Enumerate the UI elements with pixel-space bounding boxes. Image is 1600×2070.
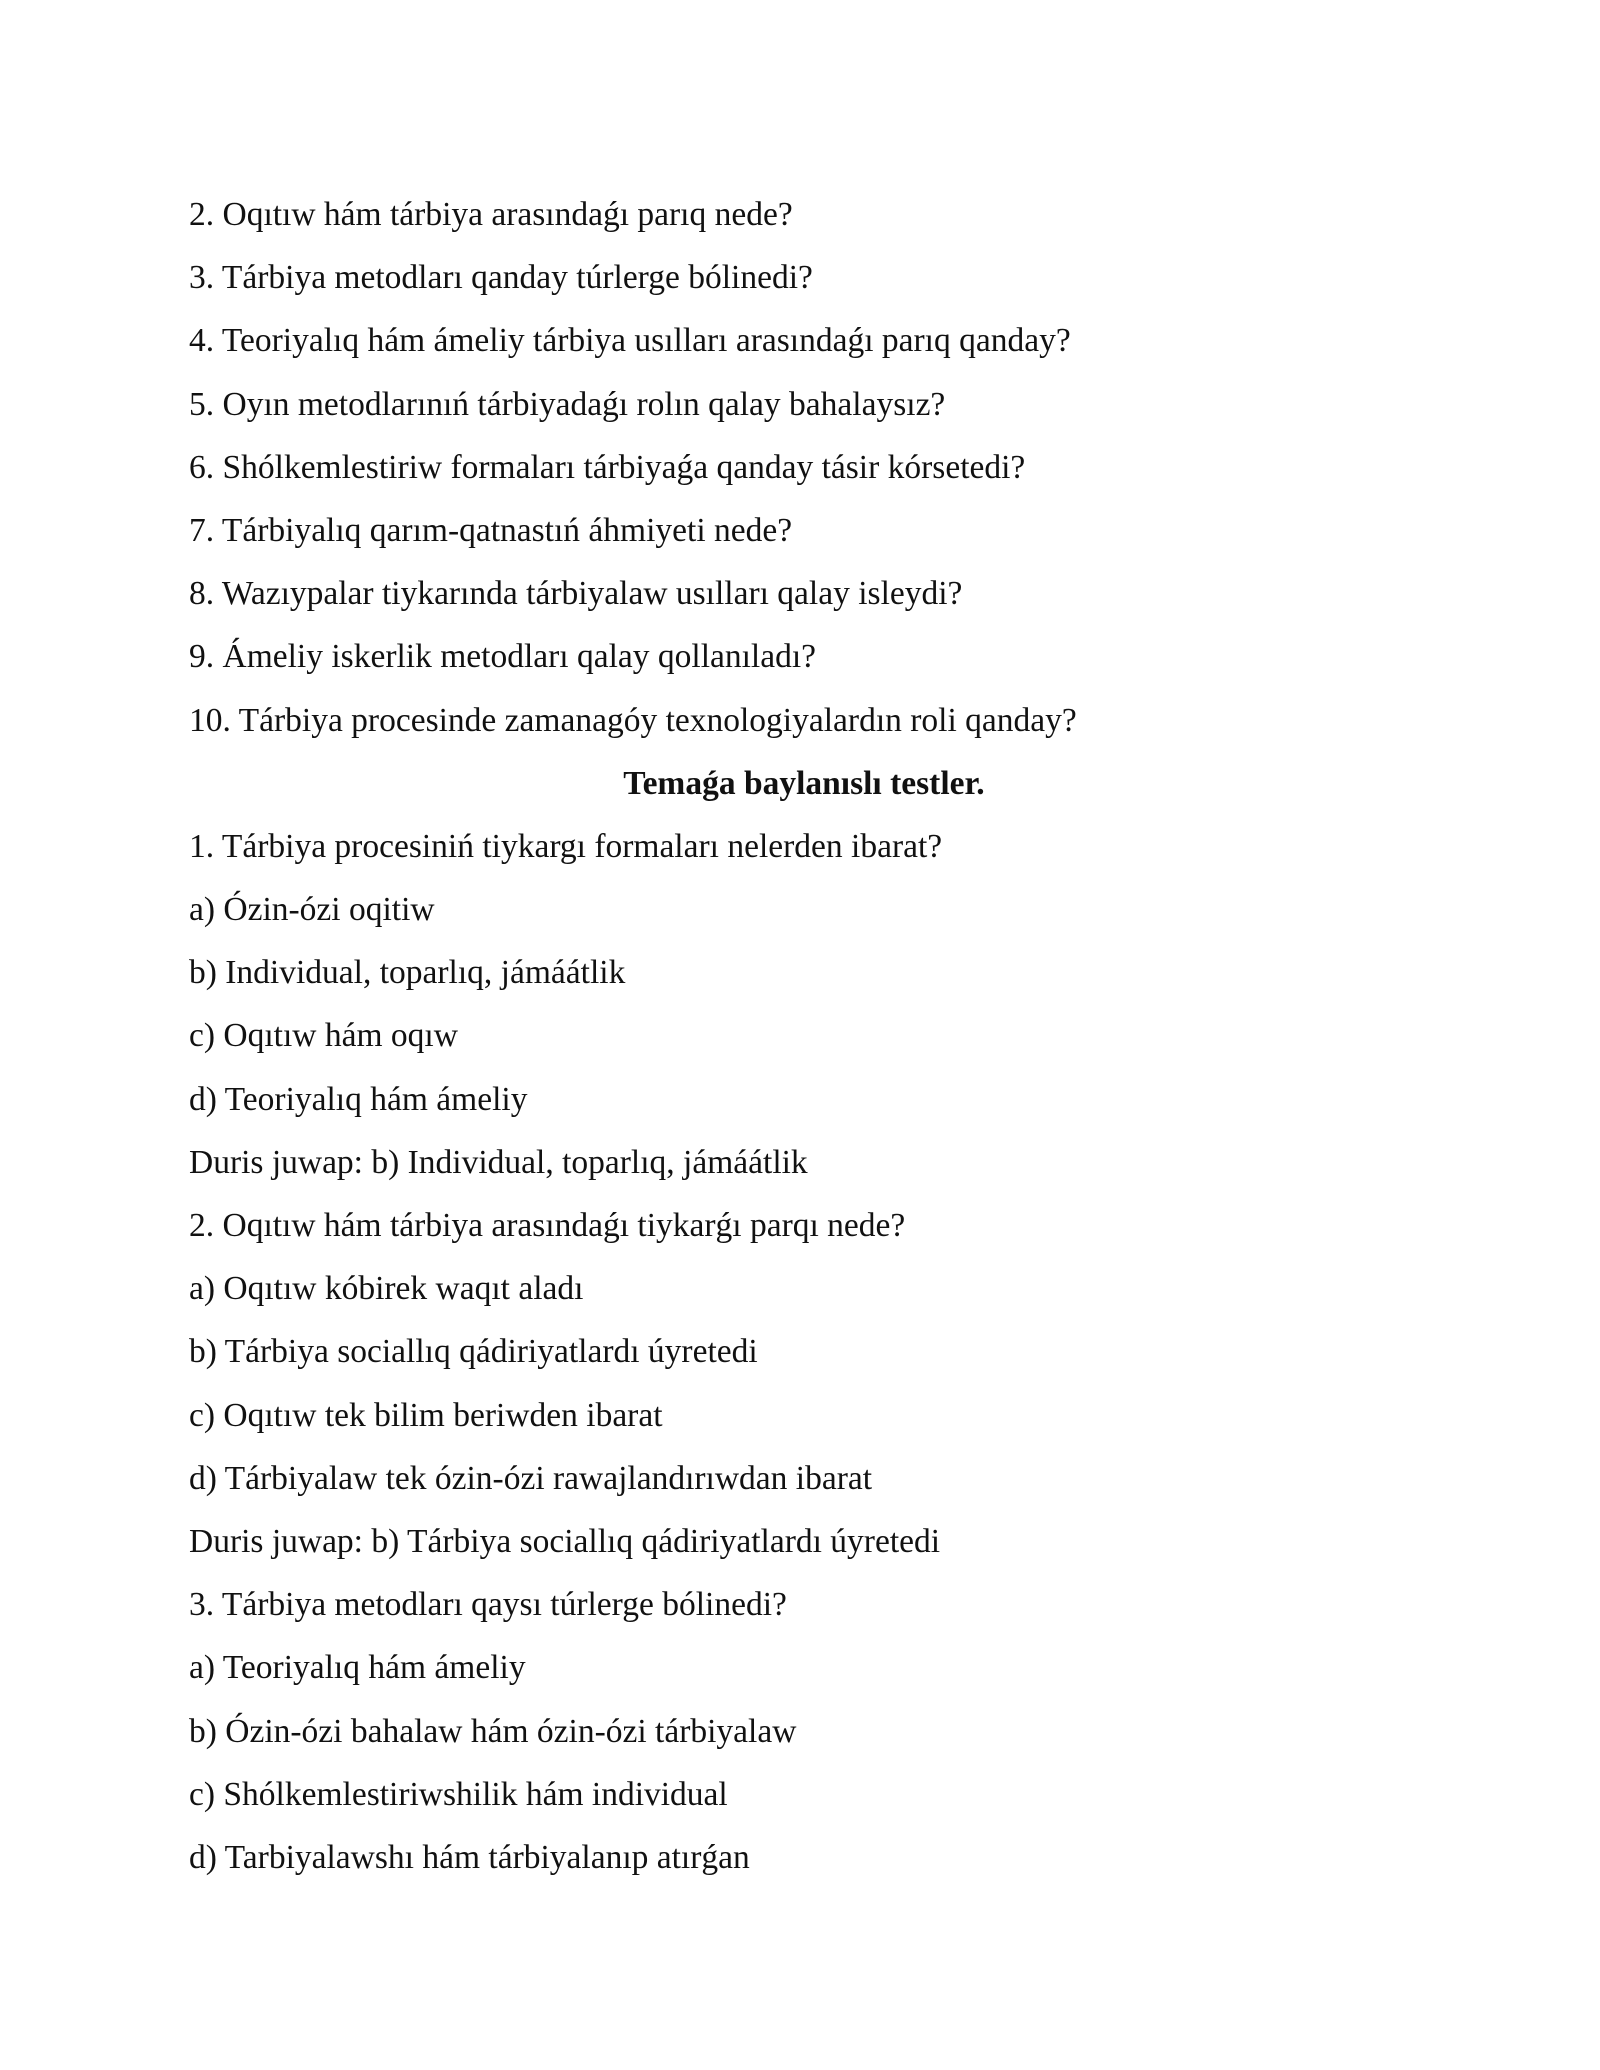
test-1-option-a: a) Ózin-ózi oqitiw <box>189 891 435 929</box>
question-5: 5. Oyın metodlarınıń tárbiyadaǵı rolın qalay bahalaysız? <box>189 385 946 423</box>
test-3-option-b: b) Ózin-ózi bahalaw hám ózin-ózi tárbiyalaw <box>189 1712 797 1750</box>
test-2-option-c: c) Oqıtıw tek bilim beriwden ibarat <box>189 1396 663 1434</box>
test-1-option-b: b) Individual, toparlıq, jámáátlik <box>189 954 626 992</box>
test-2-answer: Duris juwap: b) Tárbiya sociallıq qádiriyatlardı úyretedi <box>189 1522 941 1560</box>
test-2-option-d: d) Tárbiyalaw tek ózin-ózi rawajlandırıwdan ibarat <box>189 1459 873 1497</box>
question-8: 8. Wazıypalar tiykarında tárbiyalaw usılları qalay isleydi? <box>189 575 963 613</box>
test-1-option-d: d) Teoriyalıq hám ámeliy <box>189 1080 528 1118</box>
question-2: 2. Oqıtıw hám tárbiya arasındaǵı parıq nede? <box>189 196 793 233</box>
question-4: 4. Teoriyalıq hám ámeliy tárbiya usılları arasındaǵı parıq qanday? <box>189 322 1071 360</box>
test-2-option-a: a) Oqıtıw kóbirek waqıt aladı <box>189 1270 584 1308</box>
test-2-option-b: b) Tárbiya sociallıq qádiriyatlardı úyretedi <box>189 1333 758 1371</box>
test-2-question: 2. Oqıtıw hám tárbiya arasındaǵı tiykarǵı parqı nede? <box>189 1207 906 1244</box>
test-1-option-c: c) Oqıtıw hám oqıw <box>189 1017 458 1055</box>
test-3-question: 3. Tárbiya metodları qaysı túrlerge bólinedi? <box>189 1586 787 1624</box>
test-3-option-d: d) Tarbiyalawshı hám tárbiyalanıp atırǵan <box>189 1838 750 1876</box>
question-9: 9. Ámeliy iskerlik metodları qalay qollanıladı? <box>189 638 817 676</box>
tests-heading: Temaǵa baylanıslı testler. <box>623 764 985 802</box>
page-content <box>189 183 1419 1889</box>
test-1-question: 1. Tárbiya procesiniń tiykargı formaları nelerden ibarat? <box>189 827 943 865</box>
test-1-answer: Duris juwap: b) Individual, toparlıq, jámáátlik <box>189 1143 808 1181</box>
question-7: 7. Tárbiyalıq qarım-qatnastıń áhmiyeti nede? <box>189 511 793 549</box>
question-10: 10. Tárbiya procesinde zamanagóy texnologiyalardın roli qanday? <box>189 701 1077 739</box>
question-6: 6. Shólkemlestiriw formaları tárbiyaǵa qanday tásir kórsetedi? <box>189 448 1026 486</box>
test-3-option-c: c) Shólkemlestiriwshilik hám individual <box>189 1775 728 1813</box>
question-3: 3. Tárbiya metodları qanday túrlerge bólinedi? <box>189 259 813 297</box>
test-3-option-a: a) Teoriyalıq hám ámeliy <box>189 1649 526 1687</box>
